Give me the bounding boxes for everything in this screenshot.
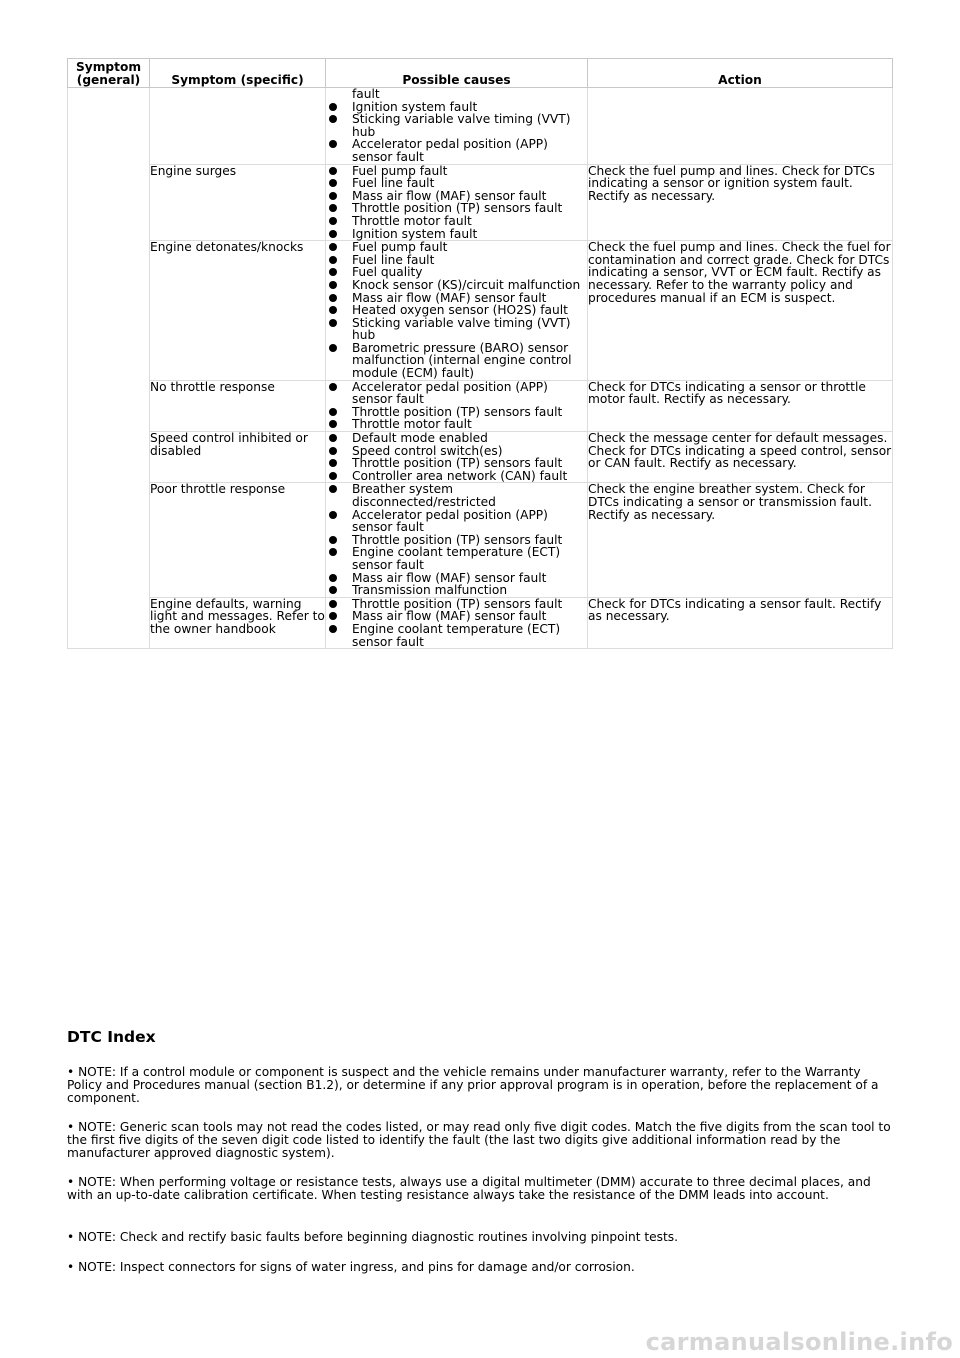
table-row bbox=[68, 483, 893, 597]
bullet-icon bbox=[329, 420, 337, 428]
causes-list bbox=[326, 381, 587, 431]
note-basic-faults: • NOTE: Check and rectify basic faults before beginning diagnostic routines involving pinpoint tests. bbox=[67, 1230, 679, 1244]
cause-item bbox=[326, 138, 587, 163]
possible-causes-cell bbox=[326, 432, 588, 483]
bullet-icon bbox=[329, 600, 337, 608]
cause-item bbox=[326, 546, 587, 571]
causes-list bbox=[326, 432, 587, 482]
cause-item bbox=[326, 623, 587, 648]
bullet-icon bbox=[329, 115, 337, 123]
bullet-icon bbox=[329, 459, 337, 467]
watermark-logo: carmanualsonline.info bbox=[645, 1328, 953, 1356]
note-scan-tools: • NOTE: Generic scan tools may not read the codes listed, or may read only five digit codes. Match the five digits from the scan tool to the first five digits of the seven digit code listed to identify the fault (the last two digits give additional information read by the manufacturer approved diagnostic system). bbox=[67, 1120, 891, 1161]
dtc-index-heading: DTC Index bbox=[67, 1028, 156, 1046]
cause-text: Barometric pressure (BARO) sensor malfunction (internal engine control module (ECM) fault) bbox=[352, 340, 572, 381]
table-row bbox=[68, 380, 893, 431]
cause-item bbox=[326, 228, 587, 241]
bullet-icon bbox=[329, 548, 337, 556]
cause-text: Default mode enabled bbox=[352, 431, 488, 446]
cause-text: Transmission malfunction bbox=[352, 583, 508, 598]
cause-text: Heated oxygen sensor (HO2S) fault bbox=[352, 303, 568, 318]
cause-item bbox=[326, 317, 587, 342]
bullet-icon bbox=[329, 294, 337, 302]
bullet-icon bbox=[329, 612, 337, 620]
cause-item bbox=[326, 509, 587, 534]
bullet-icon bbox=[329, 192, 337, 200]
symptom-specific-cell: Speed control inhibited or disabled bbox=[150, 432, 326, 483]
continuation-action-cell bbox=[588, 88, 893, 165]
bullet-icon bbox=[329, 140, 337, 148]
cause-text: Controller area network (CAN) fault bbox=[352, 468, 568, 483]
note-warranty: • NOTE: If a control module or component is suspect and the vehicle remains under manufacturer warranty, refer to the Warranty Policy and Procedures manual (section B1.2), or determine if any prior approval program is in operation, before the replacement of a component. bbox=[67, 1065, 879, 1106]
cause-item bbox=[326, 342, 587, 380]
cause-text: Knock sensor (KS)/circuit malfunction bbox=[352, 277, 581, 292]
cause-text: Mass air flow (MAF) sensor fault bbox=[352, 570, 547, 585]
table-row bbox=[68, 164, 893, 241]
bullet-icon bbox=[329, 485, 337, 493]
cause-text: Throttle position (TP) sensors fault bbox=[352, 404, 563, 419]
symptom-specific-cell: Poor throttle response bbox=[150, 483, 326, 597]
bullet-icon bbox=[329, 256, 337, 264]
bullet-icon bbox=[329, 306, 337, 314]
cause-text: Sticking variable valve timing (VVT) hub bbox=[352, 112, 571, 139]
bullet-icon bbox=[329, 103, 337, 111]
action-cell: Check the fuel pump and lines. Check the fuel for contamination and correct grade. Check for DTCs indicating a sensor, VVT or ECM fault. Rectify as necessary. Refer to the warranty policy and procedures manual if an ECM is suspect. bbox=[588, 241, 893, 381]
possible-causes-cell bbox=[326, 241, 588, 381]
cause-text: Fuel pump fault bbox=[352, 240, 448, 255]
cause-text: Fuel pump fault bbox=[352, 163, 448, 178]
cause-text: Throttle position (TP) sensors fault bbox=[352, 201, 563, 216]
causes-list bbox=[326, 241, 587, 380]
symptom-table bbox=[67, 58, 893, 649]
cause-text: Throttle position (TP) sensors fault bbox=[352, 456, 563, 471]
cause-text: Fuel line fault bbox=[352, 176, 435, 191]
cause-text: Fuel quality bbox=[352, 265, 423, 280]
action-cell: Check the message center for default messages. Check for DTCs indicating a speed control, sensor or CAN fault. Rectify as necessary. bbox=[588, 432, 893, 483]
cause-item bbox=[326, 381, 587, 406]
bullet-icon bbox=[329, 586, 337, 594]
cause-text: Fuel line fault bbox=[352, 252, 435, 267]
bullet-icon bbox=[329, 536, 337, 544]
cause-text: Throttle motor fault bbox=[352, 213, 472, 228]
cause-item bbox=[326, 584, 587, 597]
cause-text: Throttle position (TP) sensors fault bbox=[352, 532, 563, 547]
continuation-causes-cell bbox=[326, 88, 588, 165]
bullet-icon bbox=[329, 383, 337, 391]
action-cell: Check the engine breather system. Check for DTCs indicating a sensor or transmission fault. Rectify as necessary. bbox=[588, 483, 893, 597]
bullet-icon bbox=[329, 447, 337, 455]
bullet-icon bbox=[329, 434, 337, 442]
cause-text: Engine coolant temperature (ECT) sensor fault bbox=[352, 545, 561, 572]
causes-list bbox=[326, 165, 587, 241]
action-cell: Check for DTCs indicating a sensor fault. Rectify as necessary. bbox=[588, 597, 893, 648]
cause-text: Sticking variable valve timing (VVT) hub bbox=[352, 315, 571, 343]
bullet-icon bbox=[329, 230, 337, 238]
symptom-specific-cell: Engine detonates/knocks bbox=[150, 241, 326, 381]
continuation-row bbox=[68, 88, 893, 165]
bullet-icon bbox=[329, 243, 337, 251]
cause-item bbox=[326, 113, 587, 138]
cause-item bbox=[326, 483, 587, 508]
cause-text: Mass air flow (MAF) sensor fault bbox=[352, 609, 547, 624]
action-cell: Check the fuel pump and lines. Check for DTCs indicating a sensor or ignition system fault. Rectify as necessary. bbox=[588, 164, 893, 241]
cause-item bbox=[326, 418, 587, 431]
bullet-icon bbox=[329, 625, 337, 633]
bullet-icon bbox=[329, 408, 337, 416]
note-connectors: • NOTE: Inspect connectors for signs of water ingress, and pins for damage and/or corrosion. bbox=[67, 1260, 635, 1274]
cause-text: Ignition system fault bbox=[352, 226, 478, 241]
continuation-causes-list bbox=[326, 101, 587, 164]
note-dmm: • NOTE: When performing voltage or resistance tests, always use a digital multimeter (DMM) accurate to three decimal places, and with an up-to-date calibration certificate. When testing resistance always take the resistance of the DMM leads into account. bbox=[67, 1175, 871, 1203]
cause-text: Throttle position (TP) sensors fault bbox=[352, 596, 563, 611]
cause-text: Speed control switch(es) bbox=[352, 443, 503, 458]
causes-list bbox=[326, 598, 587, 648]
continuation-fragment: fault bbox=[352, 87, 380, 101]
cause-text: Throttle motor fault bbox=[352, 417, 472, 432]
cause-text: Mass air flow (MAF) sensor fault bbox=[352, 188, 547, 203]
continuation-specific-cell bbox=[150, 88, 326, 165]
bullet-icon bbox=[329, 204, 337, 212]
table-header-row bbox=[68, 59, 893, 88]
bullet-icon bbox=[329, 511, 337, 519]
table-row bbox=[68, 241, 893, 381]
causes-list bbox=[326, 483, 587, 596]
header-possible-causes: Possible causes bbox=[326, 59, 588, 88]
cause-text: Mass air flow (MAF) sensor fault bbox=[352, 290, 547, 305]
cause-item bbox=[326, 470, 587, 483]
possible-causes-cell bbox=[326, 597, 588, 648]
bullet-icon bbox=[329, 281, 337, 289]
possible-causes-cell bbox=[326, 483, 588, 597]
bullet-icon bbox=[329, 167, 337, 175]
cause-text: Engine coolant temperature (ECT) sensor fault bbox=[352, 621, 561, 649]
bullet-icon bbox=[329, 472, 337, 480]
action-cell: Check for DTCs indicating a sensor or throttle motor fault. Rectify as necessary. bbox=[588, 380, 893, 431]
bullet-icon bbox=[329, 217, 337, 225]
bullet-icon bbox=[329, 268, 337, 276]
table-row bbox=[68, 597, 893, 648]
symptom-specific-cell: Engine surges bbox=[150, 164, 326, 241]
cause-text: Accelerator pedal position (APP) sensor fault bbox=[352, 379, 548, 407]
symptom-specific-cell: No throttle response bbox=[150, 380, 326, 431]
bullet-icon bbox=[329, 574, 337, 582]
cause-text: Accelerator pedal position (APP) sensor fault bbox=[352, 507, 548, 535]
cause-text: Accelerator pedal position (APP) sensor fault bbox=[352, 137, 548, 164]
symptom-general-cell bbox=[68, 88, 150, 649]
table-row bbox=[68, 432, 893, 483]
cause-text: Ignition system fault bbox=[352, 99, 478, 114]
symptom-specific-cell: Engine defaults, warning light and messages. Refer to the owner handbook bbox=[150, 597, 326, 648]
header-symptom-general: Symptom (general) bbox=[68, 59, 150, 88]
possible-causes-cell bbox=[326, 164, 588, 241]
header-action: Action bbox=[588, 59, 893, 88]
bullet-icon bbox=[329, 319, 337, 327]
header-symptom-specific: Symptom (specific) bbox=[150, 59, 326, 88]
possible-causes-cell bbox=[326, 380, 588, 431]
cause-text: Breather system disconnected/restricted bbox=[352, 482, 496, 509]
bullet-icon bbox=[329, 344, 337, 352]
bullet-icon bbox=[329, 179, 337, 187]
